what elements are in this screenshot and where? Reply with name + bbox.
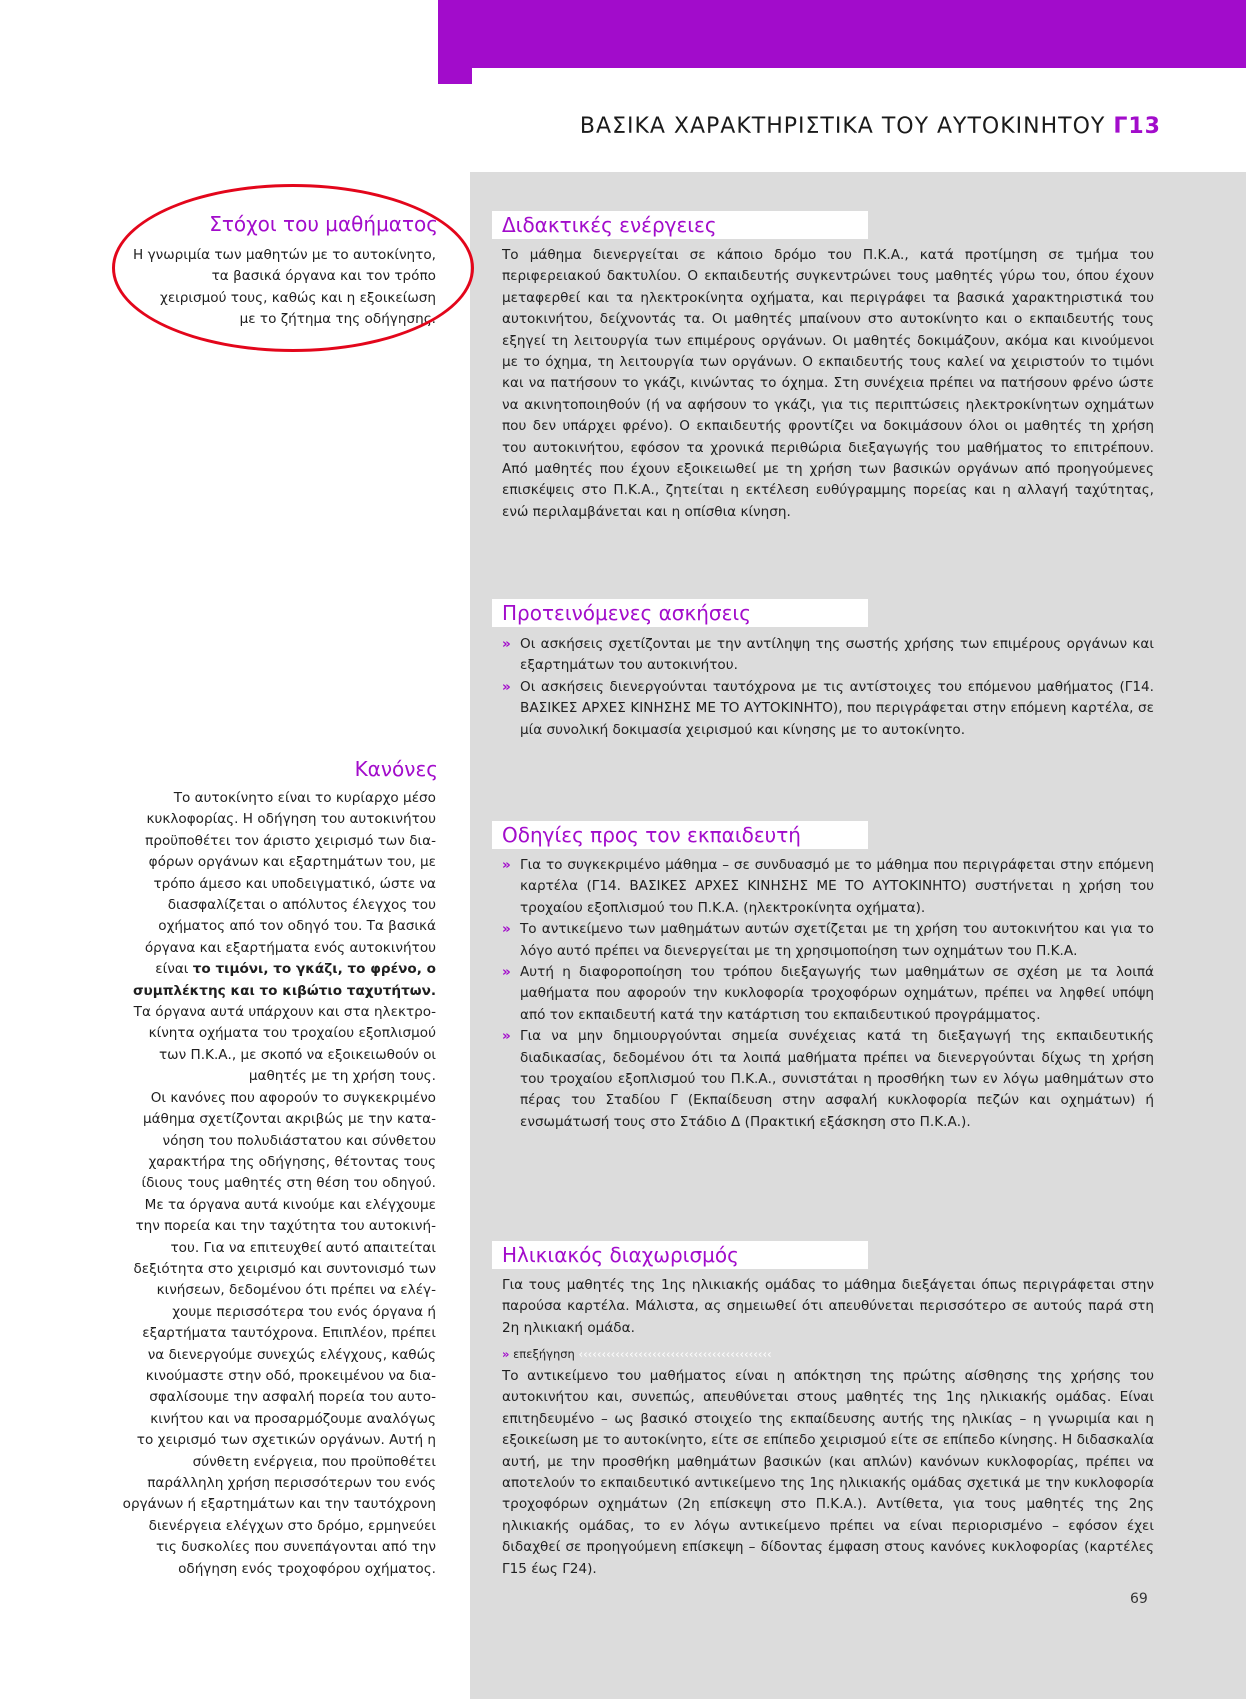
rules-line: Τα όργανα αυτά υπάρχουν και στα ηλεκτρο-	[133, 1004, 436, 1021]
didactic-text: Το μάθημα διενεργείται σε κάποιο δρόμο του Π.Κ.Α., κατά προτίμηση σε τμήμα του περιφερειακού δακτυλίου. Ο εκπαιδευτής συγκεντρώνει τους μαθητές γύρω του, όπου έχουν μεταφερθεί και τα ηλεκτροκίνητα οχήματα, και περιγράφει τα βασικά χαρακτηριστικά του αυτοκινήτου, δείχνοντάς τα. Οι μαθητές μπαίνουν στο αυτοκίνητο και ο εκπαιδευτής τους εξηγεί τη λειτουργία των επιμέρους οργάνων. Οι μαθητές δοκιμάζουν, ακόμα και κινούμενοι με το όχημα, τη λειτουργία των οργάνων. Ο εκπαιδευτής τους καλεί να χειριστούν το τιμόνι και να πατήσουν το γκάζι, κινώντας το όχημα. Στη συνέχεια πρέπει να πατήσουν φρένο ώστε να ακινητοποιηθούν (ή να αφήσουν το γκάζι, για τις περιπτώσεις ηλεκτροκίνητων οχημάτων που δεν υπάρχει φρένο). Ο εκπαιδευτής φροντίζει να δοκιμάσουν όλοι οι μαθητές τη χρήση του αυτοκινήτου, εφόσον τα χρονικά περιθώρια διεξαγωγής του μαθήματος το επιτρέπουν. Από μαθητές που έχουν εξοικειωθεί με τη χρήση των βασικών οργάνων από προηγούμενες επισκέψεις στο Π.Κ.Α., ζητείται η εκτέλεση ευθύγραμμης πορείας και η αλλαγή ταχύτητας, ενώ περιλαμβάνεται και η οπίσθια κίνηση.	[502, 247, 1154, 520]
header-title: ΒΑΣΙΚΑ ΧΑΡΑΚΤΗΡΙΣΤΙΚΑ ΤΟΥ ΑΥΤΟΚΙΝΗΤΟΥ	[579, 114, 1106, 139]
rules-line: κινούμαστε στην οδό, προκειμένου να δια-	[145, 1367, 436, 1384]
rules-line: εξαρτήματα ταυτόχρονα. Επιπλέον, πρέπει	[142, 1325, 436, 1342]
rules-line: Το αυτοκίνητο είναι το κυρίαρχο μέσο	[173, 790, 436, 806]
rules-title: Κανόνες	[354, 757, 438, 781]
exercises-title: Προτεινόμενες ασκήσεις	[492, 599, 868, 627]
rules-line: δεξιότητα στο χειρισμό και συντονισμό των	[133, 1260, 436, 1277]
rules-bold-span: το τιμόνι, το γκάζι, το φρένο, ο	[192, 961, 436, 978]
rules-line: του. Για να επιτευχθεί αυτό απαιτείται	[170, 1239, 436, 1256]
page-header	[580, 114, 1161, 139]
instructions-title: Οδηγίες προς τον εκπαιδευτή	[492, 821, 868, 849]
rules-line-start: είναι	[155, 961, 193, 978]
rules-line: μαθητές με τη χρήση τους.	[248, 1068, 436, 1085]
explanation-label: επεξήγηση	[513, 1347, 575, 1361]
instruction-item: » Για να μην δημιουργούνται σημεία συνέχειας κατά τη διεξαγωγή της εκπαιδευτικής διαδικασίας, δεδομένου ότι τα λοιπά μαθήματα πρέπει να διενεργούνται δίχως τη χρήση του τροχαίου εξοπλισμού του Π.Κ.Α., συνιστάται η προσθήκη των εν λόγω μαθημάτων στο πέρας του Σταδίου Γ (Εκπαίδευση στην ασφαλή κυκλοφορία πεζών και οχημάτων) ή ενσωμάτωσή τους στο Στάδιο Δ (Πρακτική εξάσκηση στο Π.Κ.Α.).	[502, 1026, 1154, 1133]
rules-line: κινήσεων, δεδομένου ότι πρέπει να ελέγ-	[156, 1282, 436, 1299]
explanation-text: Το αντικείμενο του μαθήματος είναι η απόκτηση της πρώτης αίσθησης της χρήσης του αυτοκινήτου και, συνεπώς, απευθύνεται στους μαθητές της 1ης ηλικιακής ομάδας. Είναι επιτηδευμένο – ως βασικό στοιχείο της εκπαίδευσης αυτής της ηλικίας – η γνωριμία και η εξοικείωση με το αυτοκίνητο, είτε σε επίπεδο χειρισμού είτε σε επίπεδο κίνησης. Η διδασκαλία αυτή, με την προσθήκη μαθημάτων βασικών (και απλών) κανόνων κυκλοφορίας, πρέπει να αποτελούν το εκπαιδευτικό αντικείμενο της 1ης ηλικιακής ομάδας σχετικά με την κυκλοφορία τροχοφόρων οχημάτων (2η επίσκεψη στο Π.Κ.Α.). Αντίθετα, για τους μαθητές της 2ης ηλικιακής ομάδας, το εν λόγω αντικείμενο πρέπει να είναι περιορισμένο – εφόσον έχει διδαχθεί σε προηγούμενη επίσκεψη – δίδοντας έμφαση στους κανόνες κυκλοφορίας (καρτέλες Γ15 έως Γ24).	[502, 1368, 1154, 1577]
rules-line: μάθημα σχετίζονται ακριβώς με την κατα-	[142, 1111, 436, 1128]
rules-line: οργάνων ή εξαρτημάτων και την ταυτόχρονη	[122, 1496, 436, 1513]
rules-line: τις δυσκολίες που συνεπάγονται από την	[156, 1539, 436, 1556]
instruction-item: » Το αντικείμενο των μαθημάτων αυτών σχετίζεται με τη χρήση του αυτοκινήτου και για το λόγο αυτό πρέπει να διενεργείται με τη χρησιμοποίηση των οχημάτων του Π.Κ.Α.	[502, 919, 1154, 962]
rules-line: το χειρισμό των σχετικών οργάνων. Αυτή η	[136, 1432, 436, 1449]
exercise-item: » Οι ασκήσεις σχετίζονται με την αντίληψη της σωστής χρήσης των επιμέρους οργάνων και εξαρτημάτων του αυτοκινήτου.	[502, 634, 1154, 677]
rules-line: προϋποθέτει τον άριστο χειρισμό των δια-	[145, 832, 436, 849]
age-text: Για τους μαθητές της 1ης ηλικιακής ομάδας το μάθημα διεξάγεται όπως περιγράφεται στην παρούσα καρτέλα. Μάλιστα, ας σημειωθεί ότι απευθύνεται περισσότερο σε αυτούς παρά στη 2η ηλικιακή ομάδα.	[502, 1277, 1154, 1336]
rules-line: Με τα όργανα αυτά κινούμε και ελέγχουμε	[144, 1196, 436, 1213]
rules-line: παράλληλη χρήση περισσότερων του ενός	[147, 1475, 436, 1491]
rules-line: νόηση του πολυδιάστατου και σύνθετου	[162, 1132, 436, 1149]
band-cut	[472, 68, 1246, 84]
band-notch	[438, 68, 472, 84]
rules-line: χαρακτήρα της οδήγησης, θέτοντας τους	[148, 1153, 436, 1170]
top-color-band	[438, 0, 1246, 78]
rules-line: Οι κανόνες που αφορούν το συγκεκριμένο	[150, 1089, 436, 1106]
rules-line: των Π.Κ.Α., με σκοπό να εξοικειωθούν οι	[159, 1046, 436, 1063]
exercises-list	[502, 634, 1154, 741]
rules-line: οδήγηση ενός τροχοφόρου οχήματος.	[178, 1560, 436, 1577]
explanation-label-row	[502, 1347, 772, 1361]
rules-line: οχήματος από τον οδηγό του. Τα βασικά	[158, 918, 436, 935]
rules-line: σύνθετη ενέργεια, που προϋποθέτει	[192, 1453, 436, 1470]
rules-text	[118, 788, 436, 1580]
didactic-title: Διδακτικές ενέργειες	[492, 211, 868, 239]
objectives-line: χειρισμού τους, καθώς και η εξοικείωση	[159, 289, 436, 306]
rules-line: ίδιους τους μαθητές στη θέση του οδηγού.	[141, 1175, 436, 1192]
rules-line: διενέργεια ελέγχων στο δρόμο, ερμηνεύει	[148, 1517, 436, 1534]
header-code: Γ13	[1113, 114, 1161, 139]
rules-line: κινήτου και να προσαρμόζουμε αναλόγως	[150, 1410, 436, 1427]
rules-line: να διενεργούμε συνεχώς ελέγχους, καθώς	[147, 1346, 436, 1363]
rules-line: φόρων οργάνων και εξαρτημάτων του, με	[148, 854, 436, 871]
instructions-list	[502, 855, 1154, 1133]
chevron-trail-decoration: ‹‹‹‹‹‹‹‹‹‹‹‹‹‹‹‹‹‹‹‹‹‹‹‹‹‹‹‹‹‹‹‹‹‹‹‹‹‹‹‹‹‹	[578, 1347, 772, 1361]
age-title: Ηλικιακός διαχωρισμός	[492, 1241, 868, 1269]
exercise-item: » Οι ασκήσεις διενεργούνται ταυτόχρονα με τις αντίστοιχες του επόμενου μαθήματος (Γ14. ΒΑΣΙΚΕΣ ΑΡΧΕΣ ΚΙΝΗΣΗΣ ΜΕ ΤΟ ΑΥΤΟΚΙΝΗΤΟ), που περιγράφεται στην επόμενη καρτέλα, σε μία συνολική δοκιμασία χειρισμού και κίνησης με το αυτοκίνητο.	[502, 677, 1154, 741]
objectives-line: Η γνωριμία των μαθητών με το αυτοκίνητο,	[133, 247, 436, 263]
instruction-item: » Για το συγκεκριμένο μάθημα – σε συνδυασμό με το μάθημα που περιγράφεται στην επόμενη καρτέλα (Γ14. ΒΑΣΙΚΕΣ ΑΡΧΕΣ ΚΙΝΗΣΗΣ ΜΕ ΤΟ ΑΥΤΟΚΙΝΗΤΟ) συστήνεται η χρήση του τροχαίου εξοπλισμού του Π.Κ.Α. (ηλεκτροκίνητα οχήματα).	[502, 855, 1154, 919]
rules-line	[118, 981, 436, 1002]
rules-line: τρόπο άμεσο και υποδειγματικό, ώστε να	[153, 875, 436, 892]
rules-line: σφαλίσουμε την ασφαλή πορεία του αυτο-	[149, 1389, 436, 1406]
highlight-circle	[112, 184, 474, 352]
objectives-line: τα βασικά όργανα και τον τρόπο	[211, 268, 436, 285]
rules-bold-line: συμπλέκτης και το κιβώτιο ταχυτήτων.	[132, 982, 436, 999]
rules-line: κυκλοφορίας. Η οδήγηση του αυτοκινήτου	[146, 811, 436, 828]
instruction-item: » Αυτή η διαφοροποίηση του τρόπου διεξαγωγής των μαθημάτων σε σχέση με τα λοιπά μαθήματα που αφορούν την κυκλοφορία τροχοφόρων οχημάτων, πρέπει να ληφθεί υπόψη από τον εκπαιδευτή κατά την κατάρτιση του εκπαιδευτικού προγράμματος.	[502, 962, 1154, 1026]
objectives-title: Στόχοι του μαθήματος	[209, 212, 438, 236]
rules-line: χουμε περισσότερα του ενός όργανα ή	[172, 1303, 436, 1320]
rules-line: όργανα και εξαρτήματα ενός αυτοκινήτου	[144, 939, 436, 956]
page-number: 69	[1130, 1591, 1148, 1607]
arrow-icon: »	[502, 1347, 510, 1361]
rules-line: διασφαλίζεται ο απόλυτος έλεγχος του	[167, 897, 436, 914]
rules-line: την πορεία και την ταχύτητα του αυτοκινή-	[135, 1218, 436, 1235]
rules-line	[118, 959, 436, 980]
rules-line: κίνητα οχήματα του τροχαίου εξοπλισμού	[148, 1025, 436, 1042]
objectives-line: με το ζήτημα της οδήγησης.	[239, 311, 436, 328]
